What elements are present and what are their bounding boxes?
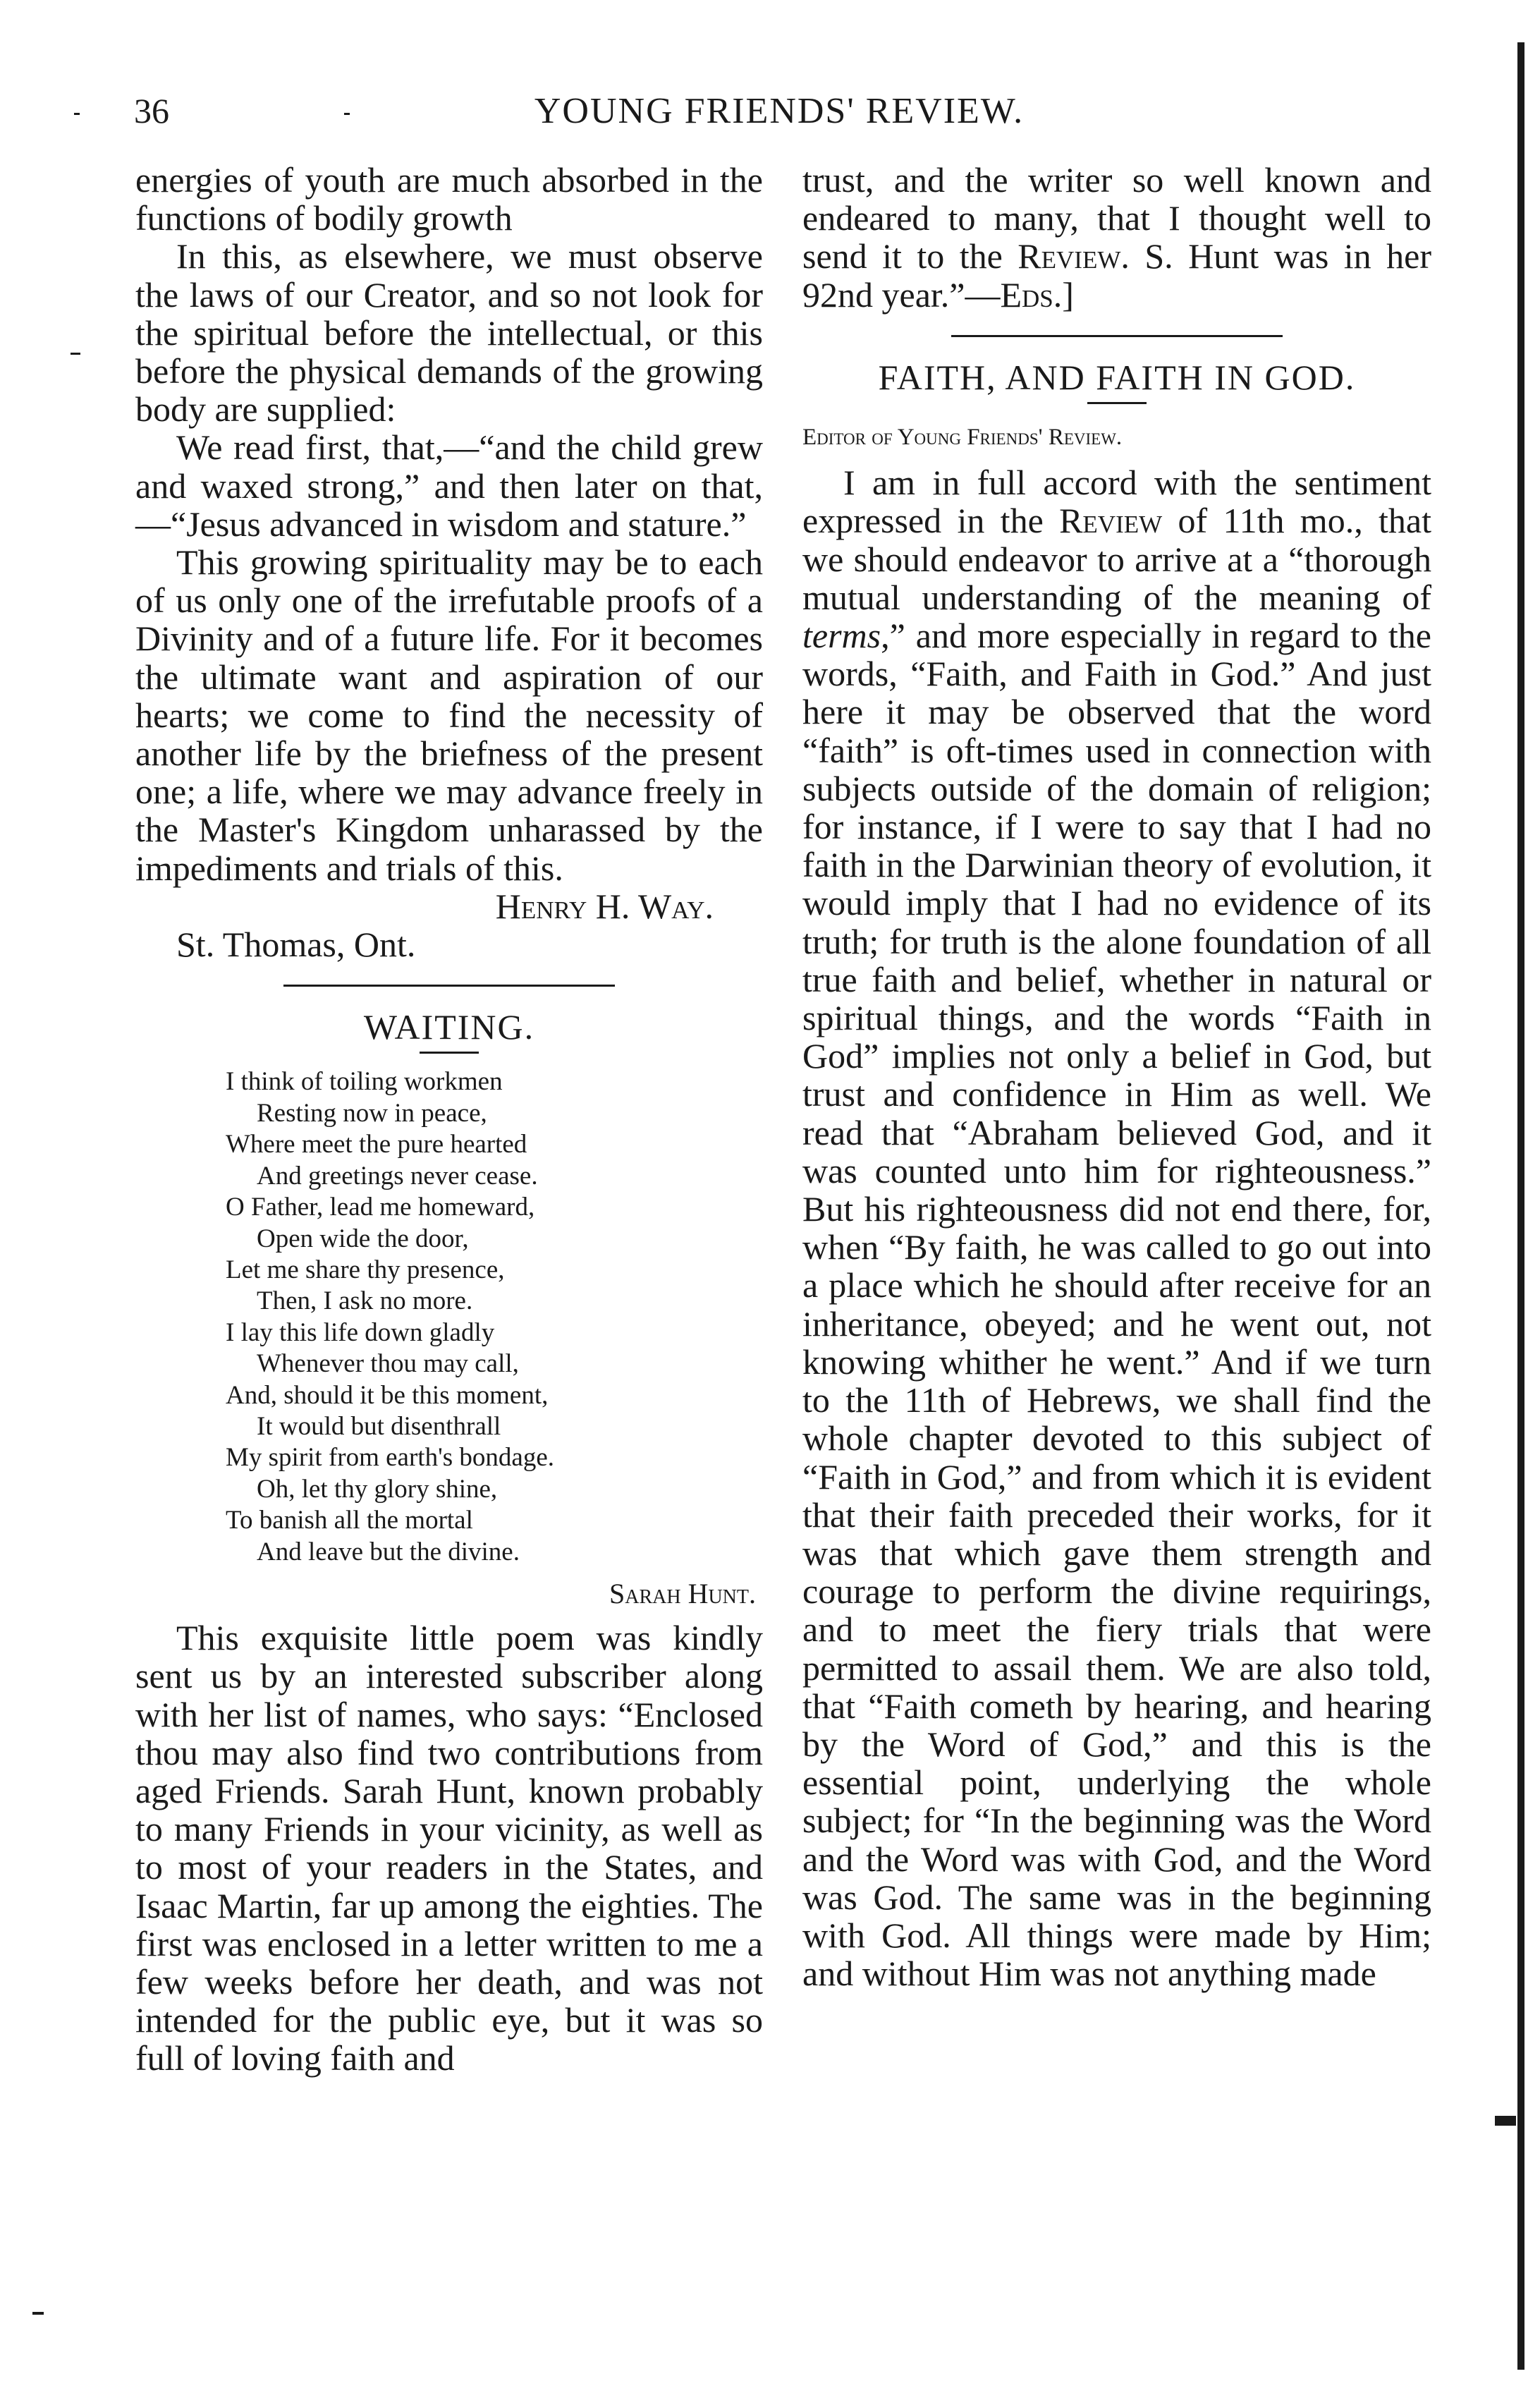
journal-name: Review: [1059, 501, 1163, 541]
gutter-tick: [74, 113, 80, 115]
right-column: [802, 161, 1431, 1992]
gutter-tick: [71, 353, 80, 355]
article-title: FAITH, AND FAITH IN GOD.: [878, 357, 1356, 397]
poem-author: Sarah Hunt.: [609, 1577, 756, 1609]
essay-paragraph: This growing spirituality may be to each of us only one of the irrefutable proofs of a Divinity and of a future life. For it becomes the ultimate want and aspiration of our hearts; we come to find the necessity of another life by the briefness of the present one; a life, where we may advance freely in the Master's Kingdom unharassed by the impediments and trials of this.: [135, 542, 763, 888]
poem-line: Let me share thy presence,: [226, 1255, 505, 1284]
poem-line: And leave but the divine.: [257, 1537, 520, 1566]
poem-line: I lay this life down gladly: [226, 1317, 495, 1347]
essay-signature: Henry H. Way.: [495, 886, 714, 926]
poem-line: Where meet the pure hearted: [226, 1130, 527, 1159]
article-paragraph: I am in full accord with the sentiment expressed in the Review of 11th mo., that we should endeavor to arrive at a “thorough mutual understanding of the meaning of terms,” and more especially in regard to the words, “Faith, and Faith in God.” And just here it may be observed that the word “faith” is oft-times used in connection with subjects outside of the domain of religion; for instance, if I were to say that I had no faith in the Darwinian theory of evolution, it would imply that I had no evidence of its truth; for truth is the alone foundation of all true faith and belief, whether in natural or spiritual things, and the words “Faith in God” implies not only a belief in God, but trust and confidence in Him as well. We read that “Abraham believed God, and it was counted unto him for righteousness.” But his righteousness did not end there, for, when “By faith, he was called to go out into a place which he should after receive for an inheritance, obeyed; and he went out, not knowing whither he went.” And if we turn to the 11th of Hebrews, we shall find the whole chapter devoted to this subject of “Faith in God,” and from which it is evident that their faith preceded their works, for it was that which gave them strength and courage to perform the divine requirings, and to meet the fiery trials that were permitted to assail them. We are also told, that “Faith cometh by hearing, and hearing by the Word of God,” and this is the essential point, underlying the whole subject; for “In the beginning was the Word and the Word was with God, and the Word was God. The same was in the beginning with God. All things were made by Him; and without Him was not anything made: [802, 463, 1431, 1994]
binding-edge-shadow: [1517, 42, 1524, 2370]
essay-continued-paragraph: energies of youth are much absorbed in the functions of bodily growth: [135, 160, 763, 238]
editors-abbrev: Eds: [1000, 274, 1053, 315]
emphasized-word: terms: [802, 616, 881, 656]
page-number: 36: [134, 91, 169, 130]
title-rule: [420, 1052, 479, 1054]
journal-name: Review: [1018, 236, 1121, 276]
poem-title: WAITING.: [363, 1007, 535, 1047]
poem-line: Oh, let thy glory shine,: [257, 1474, 498, 1504]
editorial-continued-paragraph: trust, and the writer so well known and endeared to many, that I thought well to send it to the Review. S. Hunt was in her 92nd year.”—Eds.]: [802, 160, 1431, 315]
essay-place: St. Thomas, Ont.: [176, 925, 416, 965]
running-header: [127, 90, 1431, 140]
left-column: [135, 161, 763, 2078]
poem-line: O Father, lead me homeward,: [226, 1193, 535, 1222]
title-rule: [1087, 402, 1147, 404]
essay-paragraph: In this, as elsewhere, we must observe the laws of our Creator, and so not look for the spiritual before the intellectual, or this before the physical demands of the growing body are supplied:: [135, 236, 763, 430]
binding-edge-mark: [1495, 2116, 1516, 2126]
poem-line: Whenever thou may call,: [257, 1349, 519, 1379]
poem: [135, 1066, 763, 1568]
poem-line: Open wide the door,: [257, 1224, 469, 1253]
running-title: YOUNG FRIENDS' REVIEW.: [534, 91, 1025, 131]
section-divider: [283, 985, 615, 987]
poem-line: It would but disenthrall: [257, 1411, 501, 1441]
poem-line: Then, I ask no more.: [257, 1286, 473, 1316]
poem-line: My spirit from earth's bondage.: [226, 1443, 554, 1473]
poem-line: And greetings never cease.: [257, 1161, 538, 1190]
poem-line: Resting now in peace,: [257, 1098, 487, 1128]
poem-line: I think of toiling workmen: [226, 1067, 503, 1097]
poem-line: And, should it be this moment,: [226, 1380, 549, 1410]
salutation: Editor of Young Friends' Review.: [802, 425, 1123, 451]
editorial-paragraph: This exquisite little poem was kindly sent us by an interested subscriber along with her list of names, who says: “Enclosed thou may also find two contributions from aged Friends. Sarah Hunt, known probably to many Friends in your vicinity, as well as to most of your readers in the States, and Isaac Martin, far up among the eighties. The first was enclosed in a letter written to me a few weeks before her death, and was not intended for the public eye, but it was so full of loving faith and: [135, 1618, 763, 2078]
section-divider: [951, 335, 1283, 337]
essay-paragraph: We read first, that,—“and the child grew and waxed strong,” and then later on that,—“Jesus advanced in wisdom and stature.”: [135, 427, 763, 544]
gutter-tick: [344, 113, 350, 115]
gutter-tick: [32, 2312, 44, 2315]
poem-line: To banish all the mortal: [226, 1506, 473, 1535]
